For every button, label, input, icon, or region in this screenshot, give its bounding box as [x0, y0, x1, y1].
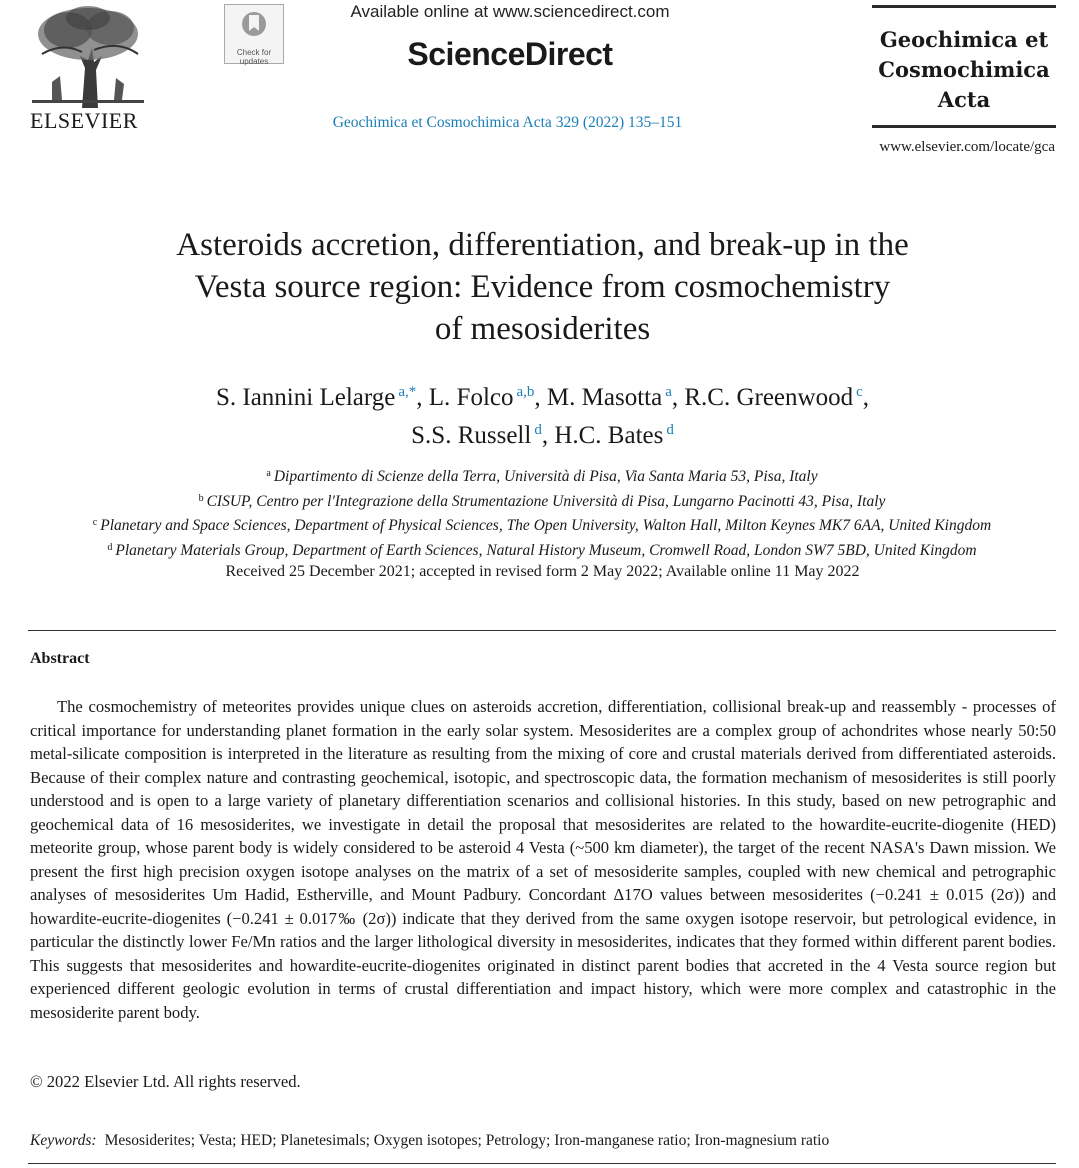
affiliation-key: d [107, 541, 113, 553]
affiliation-item [22, 463, 1062, 488]
keywords-text: Mesosiderites; Vesta; HED; Planetesimals; Oxygen isotopes; Petrology; Iron-manganese ratio; Iron-magnesium ratio [104, 1132, 830, 1149]
affiliation-key: a [266, 468, 271, 479]
paper-title [40, 224, 1045, 350]
affiliation-item [22, 488, 1062, 513]
affiliation-text: Planetary and Space Sciences, Department of Physical Sciences, The Open University, Walton Hall, Milton Keynes MK7 6AA, United Kingdom [100, 517, 992, 534]
author-separator: , [541, 422, 555, 449]
affiliation-link[interactable]: c [856, 384, 863, 400]
affiliation-text: CISUP, Centro per l'Integrazione della Strumentazione Università di Pisa, Lungarno Pacinotti 43, Pisa, Italy [206, 492, 886, 510]
section-divider [28, 630, 1056, 631]
keywords-line [30, 1132, 829, 1150]
journal-url-link[interactable]: www.elsevier.com/locate/gca [879, 139, 1055, 155]
affiliation-link[interactable]: a,b [516, 384, 535, 400]
author-name[interactable]: L. Folco [428, 384, 514, 411]
author-name[interactable]: M. Masotta [546, 384, 663, 411]
journal-box-line: Geochimica et [879, 27, 1049, 52]
title-line: of mesosiderites [434, 311, 651, 347]
affiliation-link[interactable]: a,* [398, 384, 417, 400]
author-line [40, 376, 1045, 414]
author-name[interactable]: R.C. Greenwood [684, 384, 854, 411]
abstract-heading: Abstract [30, 650, 90, 667]
author-separator: , [862, 384, 870, 411]
affiliation-link[interactable]: a [665, 384, 672, 400]
publisher-name: ELSEVIER [30, 108, 138, 133]
author-name[interactable]: S.S. Russell [411, 422, 532, 449]
author-separator: , [671, 384, 685, 411]
affiliation-text: Dipartimento di Scienze della Terra, Università di Pisa, Via Santa Maria 53, Pisa, Italy [273, 468, 818, 485]
author-name[interactable]: S. Iannini Lelarge [215, 384, 396, 411]
journal-box-line: Acta [937, 87, 991, 112]
affiliation-list [22, 463, 1062, 561]
abstract-body: The cosmochemistry of meteorites provides unique clues on asteroids accretion, differentiation, collisional break-up and reassembly - processes of critical importance for understanding planet formation in the early solar system. Mesosiderites are a complex group of achondrites whose nearly 50:50 metal-silicate composition is interpreted in the literature as resulting from the mixing of core and crustal materials derived from differentiated asteroids. Because of their complex nature and contrasting geochemical, isotopic, and spectroscopic data, the formation mechanism of mesosiderites is still poorly understood and is open to a large variety of planetary differentiation scenarios and collisional histories. In this study, based on new petrographic and geochemical data of 16 mesosiderites, we investigate in detail the proposal that mesosiderites are related to the howardite-eucrite-diogenite (HED) meteorite group, whose parent body is widely considered to be asteroid 4 Vesta (~500 km diameter), the target of the recent NASA's Dawn mission. We present the first high precision oxygen isotope analyses on the matrix of a set of mesosiderite samples, coupled with new chemical and petrographic analyses of mesosiderites Um Hadid, Estherville, and Mount Padbury. Concordant Δ17O values between mesosiderites (−0.241 ± 0.015 (2σ)) and howardite-eucrite-diogenites (−0.241 ± 0.017‰ (2σ)) indicate that they derived from the same oxygen isotope reservoir, but petrological evidence, in particular the distinctly lower Fe/Mn ratios and the larger lithological diversity in mesosiderites, indicates that they formed within different parent bodies. This suggests that mesosiderites and howardite-eucrite-diogenites originated in distinct parent bodies that accreted in the 4 Vesta source region but experienced different geologic evolution in terms of crustal differentiation and impact history, which were more complex and catastrophic in the mesosiderite parent body. [30, 697, 1056, 1022]
author-line [40, 414, 1045, 452]
journal-box-title [872, 25, 1056, 115]
section-divider [28, 1163, 1056, 1164]
author-list [40, 376, 1045, 452]
keywords-label: Keywords: [30, 1132, 97, 1149]
journal-box-line: Cosmochimica [878, 57, 1050, 82]
affiliation-link[interactable]: d [534, 422, 542, 438]
journal-citation-link[interactable]: Geochimica et Cosmochimica Acta 329 (2022) 135–151 [332, 114, 683, 131]
copyright-notice: © 2022 Elsevier Ltd. All rights reserved. [30, 1072, 301, 1091]
affiliation-key: b [198, 492, 204, 504]
affiliation-link[interactable]: d [666, 422, 674, 438]
affiliation-text: Planetary Materials Group, Department of Earth Sciences, Natural History Museum, Cromwell Road, London SW7 5BD, United Kingdom [115, 541, 977, 559]
author-separator: , [416, 384, 429, 411]
author-separator: , [534, 384, 547, 411]
sciencedirect-brand[interactable]: ScienceDirect [407, 36, 613, 72]
author-name[interactable]: H.C. Bates [554, 422, 664, 449]
journal-title-box [872, 5, 1056, 128]
title-line: Asteroids accretion, differentiation, and break-up in the [176, 227, 909, 263]
affiliation-key: c [92, 517, 98, 528]
check-updates-label: Check for updates [236, 48, 272, 66]
available-online-link[interactable]: Available online at www.sciencedirect.com [350, 2, 670, 21]
affiliation-item [22, 537, 1062, 562]
received-dates: Received 25 December 2021; accepted in revised form 2 May 2022; Available online 11 May 2022 [225, 563, 860, 580]
affiliation-item [22, 512, 1062, 537]
title-line: Vesta source region: Evidence from cosmochemistry [194, 269, 891, 305]
